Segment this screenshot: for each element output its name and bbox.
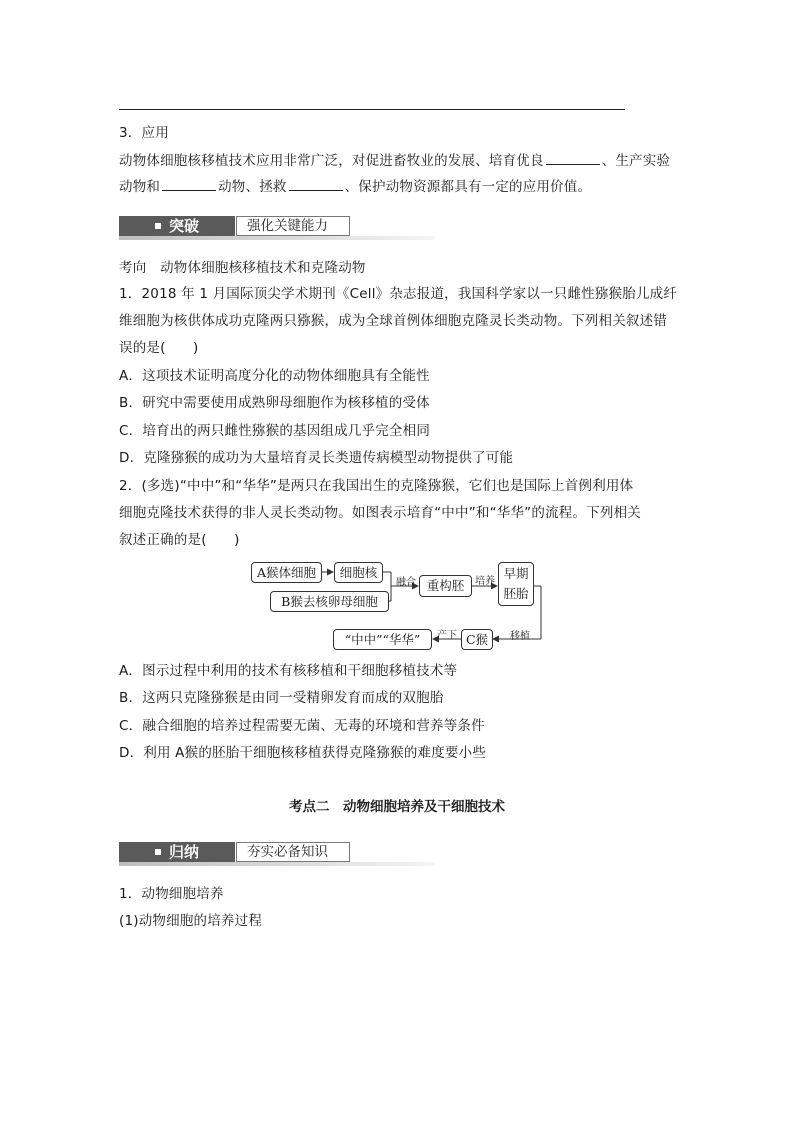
early-embryo-line-1: 早期 (503, 566, 529, 581)
flow-node-early-embryo (498, 562, 534, 606)
q2-stem-line-1: 2．(多选)“中中”和“华华”是两只在我国出生的克隆猕猴，它们也是国际上首例利用体 (119, 478, 634, 494)
banner-label: 归纳 (169, 843, 200, 861)
flow-node-nucleus: 细胞核 (334, 562, 383, 583)
flow-node-c-monkey: C猴 (461, 629, 493, 650)
q2-option-d[interactable]: D．利用 A猴的胚胎干细胞核移植获得克隆猕猴的难度要小些 (119, 745, 487, 761)
q2-stem-line-2: 细胞克隆技术获得的非人灵长类动物。如图表示培育“中中”和“华华”的流程。下列相关 (119, 505, 641, 521)
square-bullet-icon (155, 849, 161, 855)
q1-option-b[interactable]: B．研究中需要使用成熟卵母细胞作为核移植的受体 (119, 395, 430, 411)
banner-label: 突破 (169, 217, 200, 235)
subsection-heading: 1．动物细胞培养 (119, 886, 224, 902)
flow-label-fusion: 融合 (396, 577, 416, 588)
q2-stem-line-3: 叙述正确的是( ) (119, 532, 240, 548)
q2-option-b[interactable]: B．这两只克隆猕猴是由同一受精卵发育而成的双胞胎 (119, 690, 444, 706)
flow-node-offspring: “中中”“华华” (333, 629, 432, 650)
flow-label-transplant: 移植 (510, 631, 530, 642)
flow-label-birth: 产下 (437, 630, 457, 641)
section-paragraph-line-1: 动物体细胞核移植技术应用非常广泛，对促进畜牧业的发展、培育优良 、生产实验 (119, 153, 671, 169)
flow-node-reconstructed-embryo: 重构胚 (419, 575, 472, 597)
section-heading: 3．应用 (119, 125, 169, 141)
flow-label-culture: 培养 (475, 576, 495, 587)
early-embryo-line-2: 胚胎 (503, 586, 529, 601)
q1-stem-line-2: 维细胞为核供体成功克隆两只猕猴，成为全球首例体细胞克隆灵长类动物。下列相关叙述错 (119, 313, 667, 329)
banner-subtitle: 夯实必备知识 (247, 844, 328, 860)
section-paragraph-line-2: 动物和 动物、拯救 、保护动物资源都具有一定的应用价值。 (119, 179, 592, 195)
q2-option-a[interactable]: A．图示过程中利用的技术有核移植和干细胞移植技术等 (119, 663, 458, 679)
q1-option-d[interactable]: D．克隆猕猴的成功为大量培育灵长类遗传病模型动物提供了可能 (119, 450, 514, 466)
kaoxiang-heading: 考向 动物体细胞核移植技术和克隆动物 (119, 260, 366, 276)
q1-option-c[interactable]: C．培育出的两只雌性猕猴的基因组成几乎完全相同 (119, 423, 431, 439)
flow-node-a-somatic-cell: A猴体细胞 (251, 562, 322, 583)
subsection-subheading: (1)动物细胞的培养过程 (119, 913, 263, 929)
flow-node-b-oocyte: B猴去核卵母细胞 (270, 591, 389, 612)
q1-option-a[interactable]: A．这项技术证明高度分化的动物体细胞具有全能性 (119, 368, 430, 384)
banner-summary (119, 840, 435, 864)
q1-stem-line-3: 误的是( ) (119, 340, 199, 356)
q2-option-c[interactable]: C．融合细胞的培养过程需要无菌、无毒的环境和营养等条件 (119, 718, 485, 734)
banner-subtitle: 强化关键能力 (247, 218, 328, 234)
q1-stem-line-1: 1．2018 年 1 月国际顶尖学术期刊《Cell》杂志报道，我国科学家以一只雌性猕猴胎儿成纤 (119, 286, 678, 302)
kaodian-title: 考点二 动物细胞培养及干细胞技术 (289, 799, 505, 815)
